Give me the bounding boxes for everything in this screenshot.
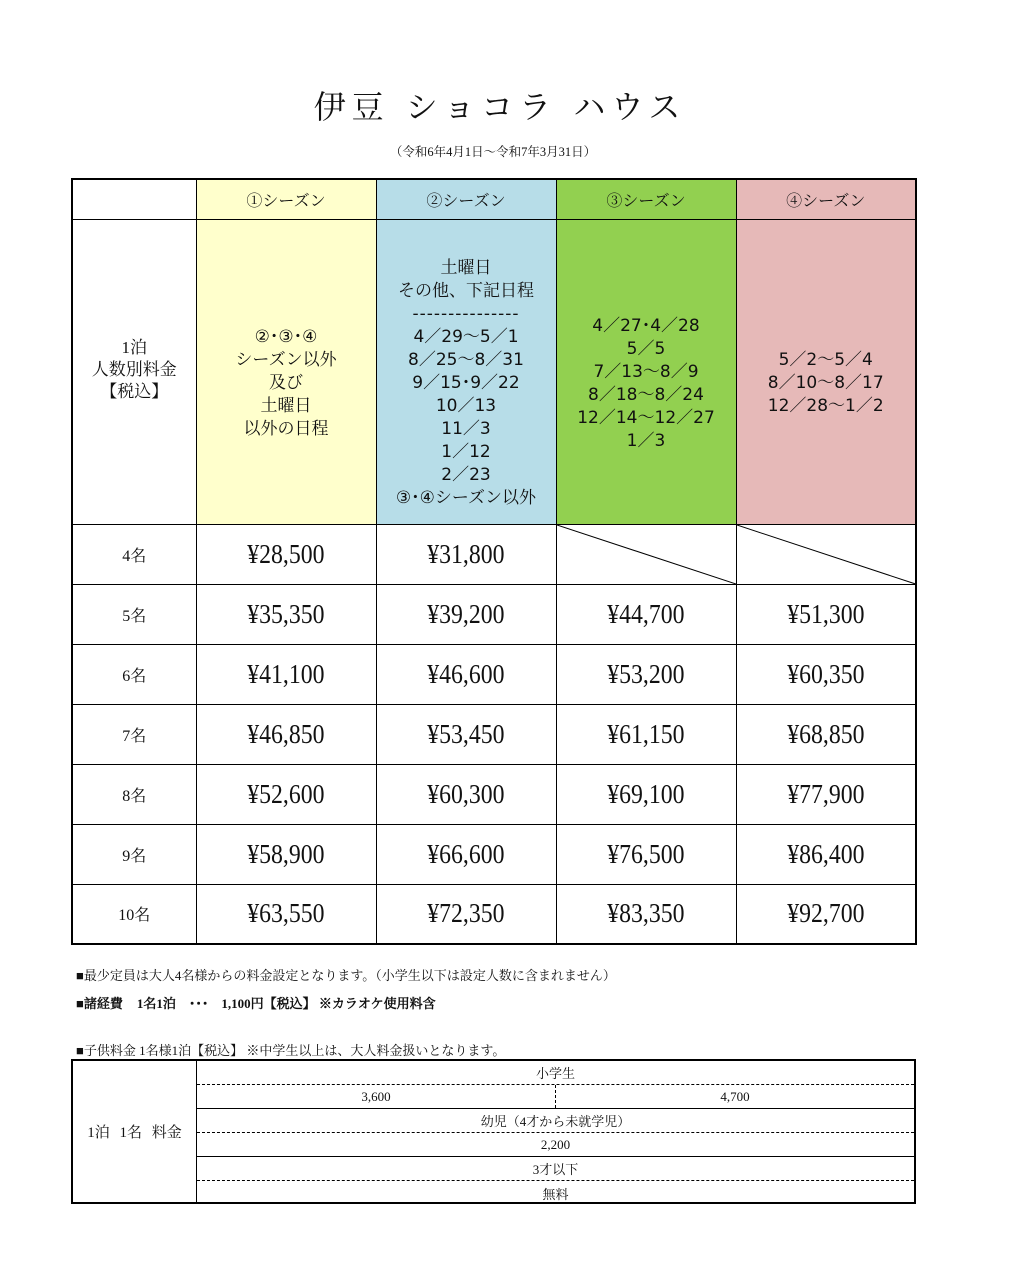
table-row <box>72 884 916 944</box>
child-price-preschool: 2,200 <box>197 1133 914 1157</box>
season-2-date-line: 10／13 <box>435 396 497 416</box>
price-cell: ¥39,200 <box>376 584 556 644</box>
row-header-line1: 1泊 <box>121 337 147 357</box>
price-cell: ¥66,600 <box>376 824 556 884</box>
season-2-date-line: 2／23 <box>441 465 491 485</box>
price-cell: ¥72,350 <box>376 884 556 944</box>
season-2-date-line: 1／12 <box>441 442 491 462</box>
price-cell: ¥69,100 <box>556 764 736 824</box>
season-3-date-line: 5／5 <box>626 338 666 359</box>
season-3-dates <box>556 219 736 524</box>
row-header-line3: 【税込】 <box>100 381 169 401</box>
people-count: 8名 <box>72 764 196 824</box>
price-cell: ¥63,550 <box>196 884 376 944</box>
table-row <box>72 764 916 824</box>
season-2-separator: --------------- <box>412 304 520 324</box>
season-3-date-line: 7／13～8／9 <box>593 361 699 382</box>
season-1-dates <box>196 219 376 524</box>
not-available-cell <box>556 524 736 584</box>
price-table <box>71 178 917 945</box>
child-price-elementary-1: 3,600 <box>197 1085 556 1108</box>
season-4-date-line: 12／28～1／2 <box>767 396 884 416</box>
people-count: 5名 <box>72 584 196 644</box>
season-3-date-line: 12／14～12／27 <box>577 407 715 428</box>
child-category-elementary: 小学生 <box>197 1061 914 1085</box>
table-row <box>72 524 916 584</box>
table-row <box>72 584 916 644</box>
table-row <box>72 824 916 884</box>
child-price-row-elementary <box>197 1085 914 1109</box>
season-2-date-line: 9／15･9／22 <box>412 373 520 393</box>
price-cell: ¥52,600 <box>196 764 376 824</box>
child-fee-rows <box>197 1061 914 1202</box>
validity-period: （令和6年4月1日～令和7年3月31日） <box>389 145 597 159</box>
season-1-header: ①シーズン <box>196 179 376 219</box>
season-3-date-line: 1／3 <box>626 430 666 451</box>
price-cell: ¥76,500 <box>556 824 736 884</box>
price-cell: ¥83,350 <box>556 884 736 944</box>
price-cell: ¥92,700 <box>736 884 916 944</box>
season-dates-row <box>72 219 916 524</box>
extra-fee-detail: 1名1泊 ･･･ 1,100円【税込】 ※カラオケ使用料含 <box>136 996 436 1011</box>
page-title: 伊豆 ショコラ ハウス <box>313 88 687 126</box>
price-cell: ¥77,900 <box>736 764 916 824</box>
season-2-date-line: 土曜日 <box>440 258 492 278</box>
price-cell: ¥51,300 <box>736 584 916 644</box>
price-cell: ¥41,100 <box>196 644 376 704</box>
price-cell: ¥61,150 <box>556 704 736 764</box>
season-1-date-line: ②･③･④ <box>254 327 318 347</box>
season-1-date-line: 土曜日 <box>260 396 312 416</box>
people-count: 7名 <box>72 704 196 764</box>
price-cell: ¥60,350 <box>736 644 916 704</box>
season-2-date-line: ③･④シーズン以外 <box>395 488 537 508</box>
price-cell: ¥44,700 <box>556 584 736 644</box>
price-cell: ¥53,200 <box>556 644 736 704</box>
season-2-dates <box>376 219 556 524</box>
child-price-infant: 無料 <box>542 1186 569 1202</box>
diagonal-strike <box>737 525 916 584</box>
season-2-date-line: 4／29～5／1 <box>413 327 519 347</box>
price-cell: ¥28,500 <box>196 524 376 584</box>
season-4-date-line: 8／10～8／17 <box>767 373 884 393</box>
price-cell: ¥53,450 <box>376 704 556 764</box>
extra-fee-note <box>76 993 436 1012</box>
child-category-infant: 3才以下 <box>197 1157 914 1181</box>
corner-cell <box>72 179 196 219</box>
season-3-date-line: 8／18～8／24 <box>588 384 704 405</box>
not-available-cell <box>736 524 916 584</box>
season-2-date-line: 8／25～8／31 <box>408 350 524 370</box>
season-4-date-line: 5／2～5／4 <box>778 350 873 370</box>
child-price-elementary-2: 4,700 <box>720 1088 750 1104</box>
people-count: 6名 <box>72 644 196 704</box>
diagonal-strike <box>557 525 736 584</box>
season-1-date-line: シーズン以外 <box>235 350 337 370</box>
season-1-date-line: 以外の日程 <box>243 419 329 439</box>
season-header-row <box>72 179 916 219</box>
season-2-date-line: 11／3 <box>441 419 491 439</box>
people-count: 10名 <box>72 884 196 944</box>
price-cell: ¥46,850 <box>196 704 376 764</box>
price-cell: ¥58,900 <box>196 824 376 884</box>
season-4-dates <box>736 219 916 524</box>
price-cell: ¥35,350 <box>196 584 376 644</box>
season-2-header: ②シーズン <box>376 179 556 219</box>
season-1-date-line: 及び <box>269 373 303 393</box>
people-count: 4名 <box>72 524 196 584</box>
row-header-label <box>72 219 196 524</box>
price-cell: ¥46,600 <box>376 644 556 704</box>
row-header-line2: 人数別料金 <box>91 359 177 379</box>
season-4-header: ④シーズン <box>736 179 916 219</box>
price-cell: ¥60,300 <box>376 764 556 824</box>
child-category-preschool: 幼児（4才から未就学児） <box>197 1109 914 1133</box>
child-fee-table <box>71 1059 916 1204</box>
table-row <box>72 704 916 764</box>
people-count: 9名 <box>72 824 196 884</box>
child-fee-label: 1泊 1名 料金 <box>73 1061 197 1202</box>
extra-fee-label: ■諸経費 <box>76 996 123 1011</box>
season-3-date-line: 4／27･4／28 <box>592 315 700 336</box>
price-cell: ¥68,850 <box>736 704 916 764</box>
child-fee-heading: ■子供料金 1名様1泊【税込】 ※中学生以上は、大人料金扱いとなります。 <box>76 1043 506 1058</box>
price-cell: ¥86,400 <box>736 824 916 884</box>
table-row <box>72 644 916 704</box>
minimum-occupancy-note: ■最少定員は大人4名様からの料金設定となります。（小学生以下は設定人数に含まれません） <box>76 968 616 983</box>
season-2-date-line: その他、下記日程 <box>398 281 534 301</box>
season-3-header: ③シーズン <box>556 179 736 219</box>
price-cell: ¥31,800 <box>376 524 556 584</box>
